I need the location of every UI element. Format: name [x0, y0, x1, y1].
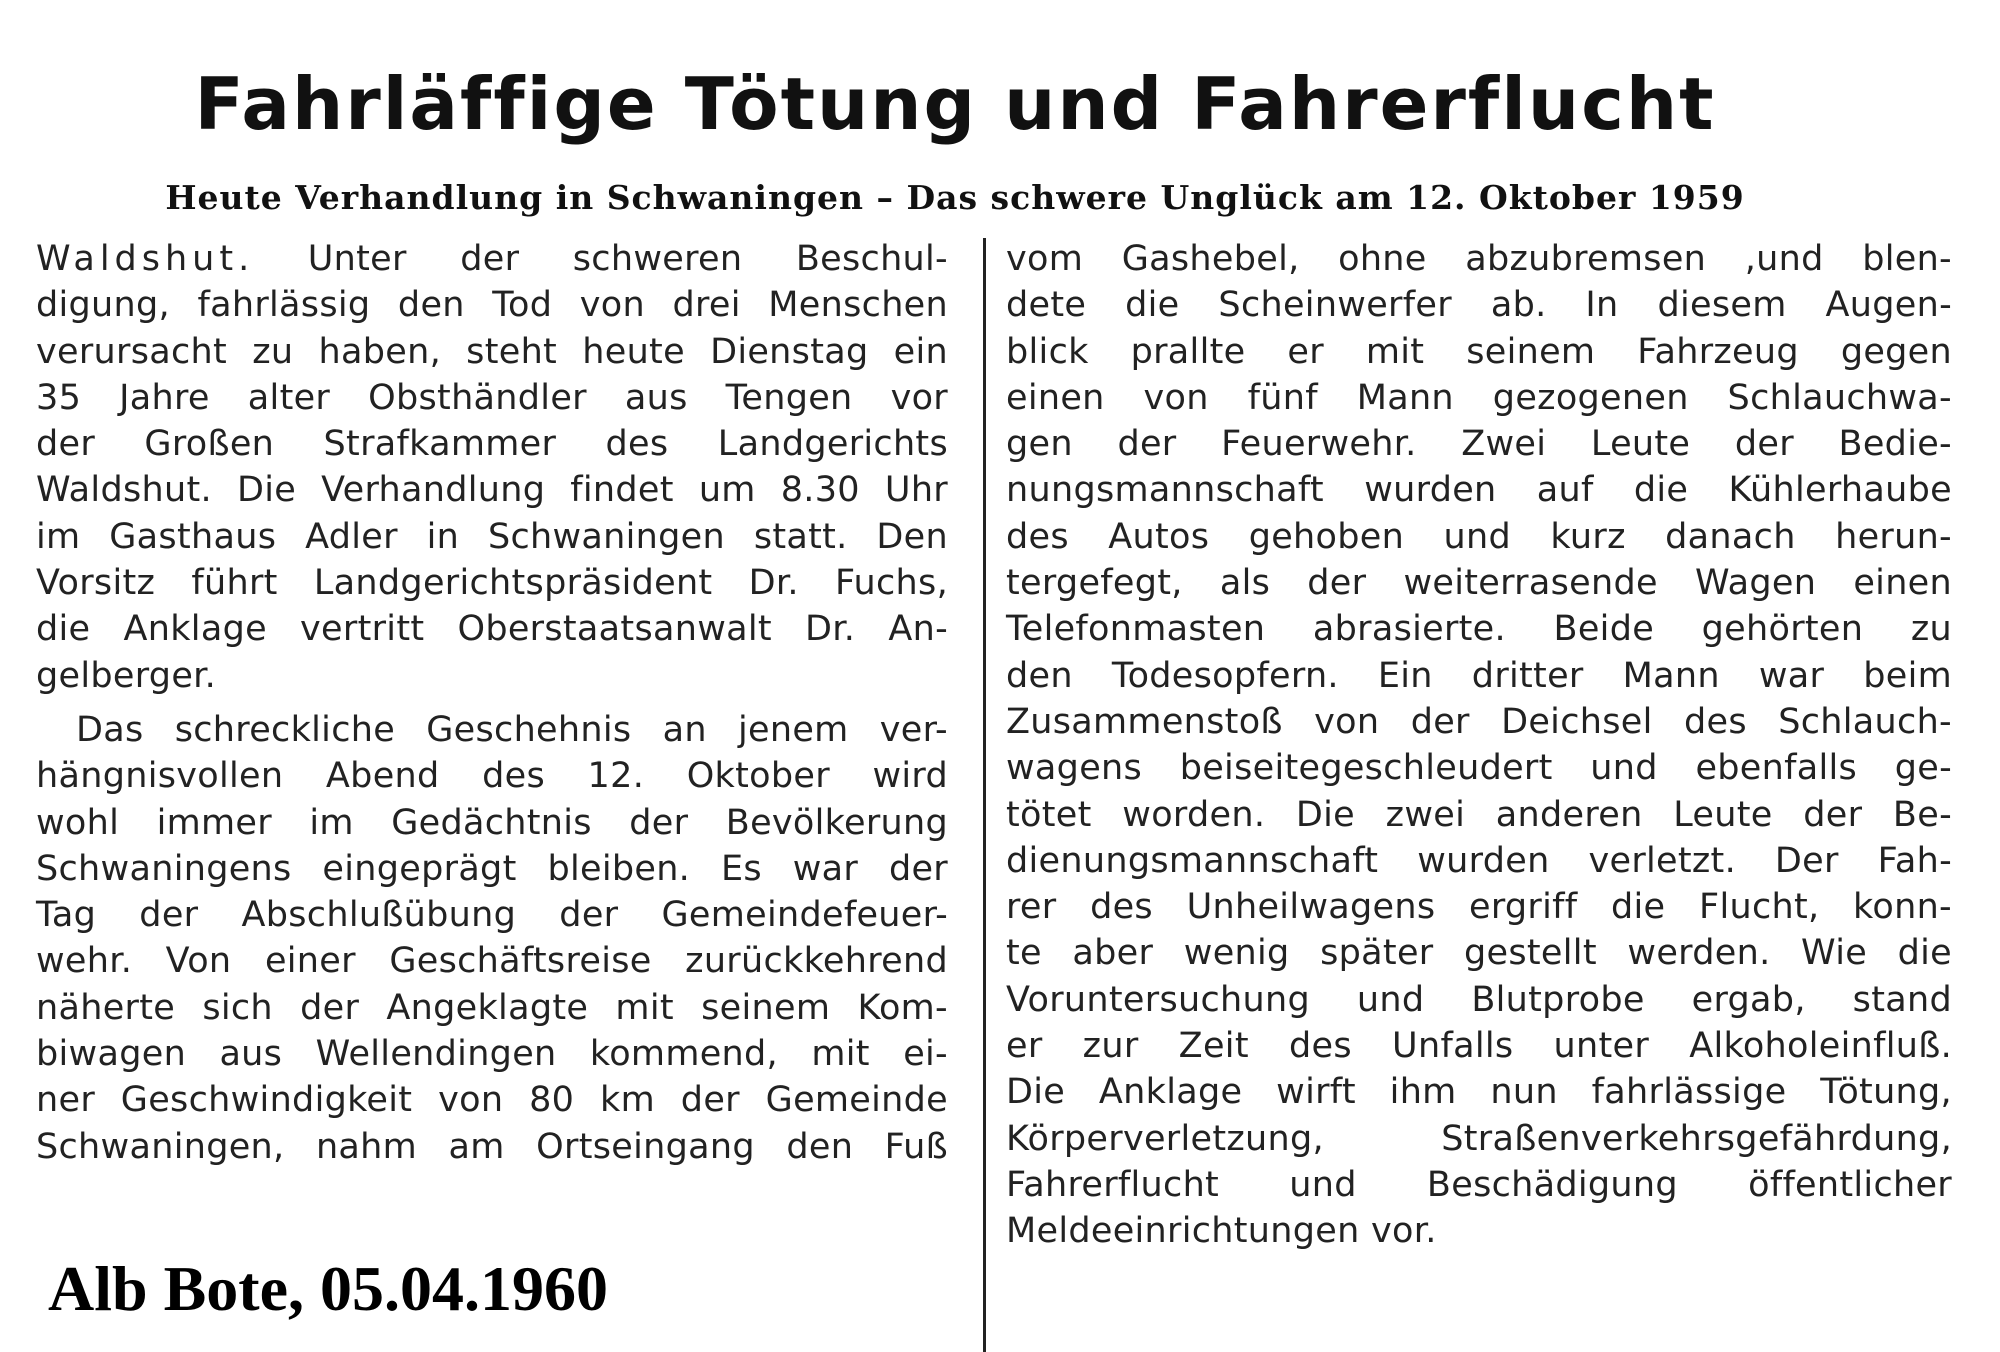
text-line: gen der Feuerwehr. Zwei Leute der Bedie-: [1006, 424, 1952, 465]
text-line: Voruntersuchung und Blutprobe ergab, stand: [1006, 979, 1952, 1020]
text-line: er zur Zeit des Unfalls unter Alkoholeinfluß.: [1006, 1026, 1952, 1067]
text-line: blick prallte er mit seinem Fahrzeug gegen: [1006, 331, 1952, 372]
text-line: wagens beiseitegeschleudert und ebenfalls ge-: [1006, 748, 1952, 789]
text-line: ner Geschwindigkeit von 80 km der Gemeinde: [36, 1080, 948, 1121]
text-line: Vorsitz führt Landgerichtspräsident Dr. Fuchs,: [36, 563, 948, 604]
text-line: wehr. Von einer Geschäftsreise zurückkehrend: [36, 941, 948, 982]
text-line: Telefonmasten abrasierte. Beide gehörten zu: [1006, 609, 1952, 650]
text-line: den Todesopfern. Ein dritter Mann war beim: [1006, 655, 1952, 696]
text-line: näherte sich der Angeklagte mit seinem Kom-: [36, 987, 948, 1028]
text-line: te aber wenig später gestellt werden. Wie die: [1006, 933, 1952, 974]
headline: Fahrläffige Tötung und Fahrerflucht: [194, 62, 1716, 146]
text-line: Die Anklage wirft ihm nun fahrlässige Tötung,: [1006, 1072, 1952, 1113]
text-line: Schwaningen, nahm am Ortseingang den Fuß: [36, 1126, 948, 1167]
text-line: Schwaningens eingeprägt bleiben. Es war der: [36, 848, 948, 889]
text-line: Das schreckliche Geschehnis an jenem ver-: [76, 709, 948, 750]
subheadline: Heute Verhandlung in Schwaningen – Das schwere Unglück am 12. Oktober 1959: [165, 178, 1745, 217]
text-line: tötet worden. Die zwei anderen Leute der Be-: [1006, 794, 1952, 835]
dateline: Waldshut.: [36, 239, 255, 279]
left-column: [36, 236, 948, 1170]
text-line: Zusammenstoß von der Deichsel des Schlauch-: [1006, 701, 1952, 742]
text-line: digung, fahrlässig den Tod von drei Menschen: [36, 285, 948, 326]
right-column: [1006, 236, 1952, 1255]
text-line: gelberger.: [36, 655, 217, 696]
text-line: vom Gashebel, ohne abzubremsen ,und blen-: [1006, 239, 1952, 279]
text-line: dete die Scheinwerfer ab. In diesem Augen-: [1006, 285, 1952, 326]
text-line: Tag der Abschlußübung der Gemeindefeuer-: [36, 895, 948, 936]
text-line: Waldshut. Die Verhandlung findet um 8.30 Uhr: [36, 470, 948, 511]
text-line: Fahrerflucht und Beschädigung öffentlicher: [1006, 1164, 1952, 1205]
text-line: Waldshut. Unter der schweren Beschul-: [36, 239, 948, 279]
column-divider: [983, 238, 986, 1352]
text-line: nungsmannschaft wurden auf die Kühlerhaube: [1006, 470, 1952, 511]
text-line: die Anklage vertritt Oberstaatsanwalt Dr. An-: [36, 609, 948, 650]
text-line: einen von fünf Mann gezogenen Schlauchwa-: [1006, 377, 1952, 418]
text-line: verursacht zu haben, steht heute Dienstag ein: [36, 331, 948, 372]
text-line: Körperverletzung, Straßenverkehrsgefährdung,: [1006, 1118, 1952, 1159]
text-line: Meldeeinrichtungen vor.: [1006, 1211, 1437, 1252]
paragraph-gap: [36, 699, 948, 707]
text-line: des Autos gehoben und kurz danach herun-: [1006, 516, 1952, 557]
text-line: biwagen aus Wellendingen kommend, mit ei-: [36, 1034, 948, 1075]
text-line: dienungsmannschaft wurden verletzt. Der Fah-: [1006, 840, 1952, 881]
source-label: Alb Bote, 05.04.1960: [48, 1253, 608, 1324]
text-line: hängnisvollen Abend des 12. Oktober wird: [36, 756, 948, 797]
text-line: rer des Unheilwagens ergriff die Flucht, konn-: [1006, 887, 1952, 928]
text-line: 35 Jahre alter Obsthändler aus Tengen vor: [36, 377, 948, 418]
text-line: der Großen Strafkammer des Landgerichts: [36, 424, 948, 465]
text-line: tergefegt, als der weiterrasende Wagen einen: [1006, 563, 1952, 604]
text-line: im Gasthaus Adler in Schwaningen statt. Den: [36, 516, 948, 557]
text-line: wohl immer im Gedächtnis der Bevölkerung: [36, 802, 948, 843]
